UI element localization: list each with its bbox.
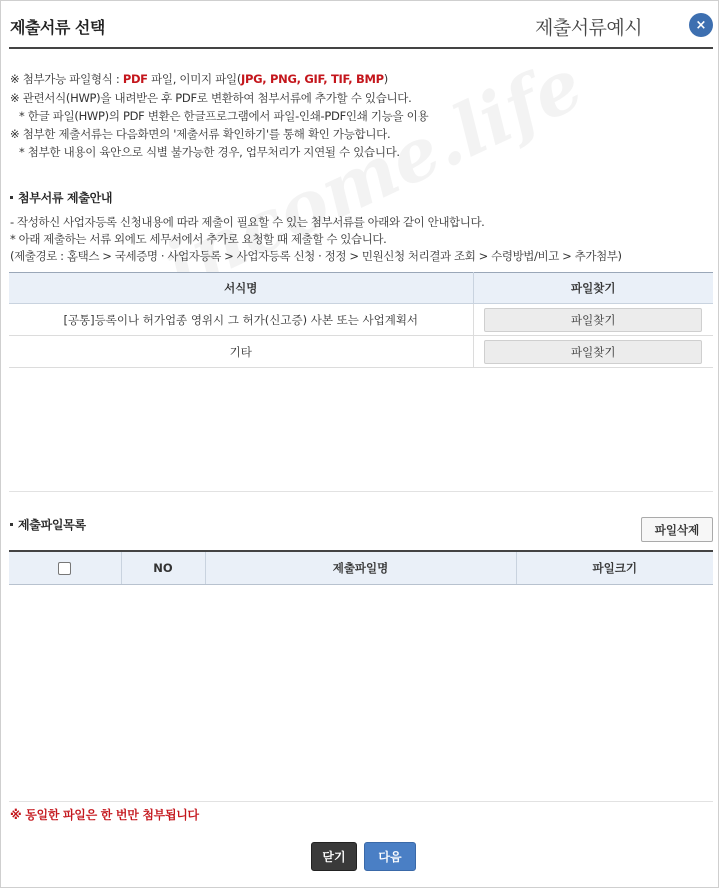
notice-confirm: ※ 첨부한 제출서류는 다음화면의 '제출서류 확인하기'를 통해 확인 가능합니다. — [10, 127, 391, 141]
select-all-checkbox[interactable] — [58, 562, 71, 575]
form-table-header — [9, 273, 713, 304]
form-table — [9, 272, 713, 368]
guide-heading-label: 첨부서류 제출안내 — [18, 191, 113, 205]
col-file-size: 파일크기 — [516, 551, 713, 584]
table-row — [9, 304, 713, 336]
guide-line-3: (제출경로 : 홈택스 > 국세증명 · 사업자등록 > 사업자등록 신청 · 정정 > 민원신청 처리결과 조회 > 수령방법/비고 > 추가첨부) — [10, 249, 622, 263]
notice-delay: * 첨부한 내용이 육안으로 식별 불가능한 경우, 업무처리가 지연될 수 있습니다. — [19, 145, 400, 159]
col-select — [9, 551, 121, 584]
col-no: NO — [121, 551, 205, 584]
notice-hwp-convert: ※ 관련서식(HWP)을 내려받은 후 PDF로 변환하여 첨부서류에 추가할 수 있습니다. — [10, 91, 412, 105]
footer-divider — [9, 801, 713, 802]
find-file-button[interactable]: 파일찾기 — [484, 308, 702, 332]
file-list-heading — [10, 516, 86, 533]
guide-heading — [10, 189, 112, 206]
table-row — [9, 336, 713, 368]
duplicate-warning: ※ 동일한 파일은 한 번만 첨부됩니다 — [10, 808, 199, 822]
file-list-table — [9, 550, 713, 585]
delete-file-button[interactable]: 파일삭제 — [641, 517, 713, 542]
guide-line-1: - 작성하신 사업자등록 신청내용에 따라 제출이 필요할 수 있는 첨부서류를 아래와 같이 안내합니다. — [10, 215, 485, 229]
bullet-icon — [10, 196, 13, 199]
header-divider — [9, 47, 713, 49]
notice-file-types — [10, 71, 388, 87]
file-table-header — [9, 551, 713, 584]
form-name-cell: [공통]등록이나 허가업종 영위시 그 허가(신고증) 사본 또는 사업계획서 — [9, 304, 473, 336]
close-icon: × — [695, 17, 707, 33]
notice-hwp-howto: * 한글 파일(HWP)의 PDF 변환은 한글프로그램에서 파일-인쇄-PDF인쇄 기능을 이용 — [19, 109, 429, 123]
notice-image-types: JPG, PNG, GIF, TIF, BMP — [241, 72, 384, 86]
close-button[interactable] — [689, 13, 713, 37]
bullet-icon — [10, 523, 13, 526]
find-file-button[interactable]: 파일찾기 — [484, 340, 702, 364]
notice-image-label: 파일, 이미지 파일( — [147, 72, 242, 86]
find-cell — [473, 304, 713, 336]
col-file-name: 제출파일명 — [205, 551, 516, 584]
close-dialog-button[interactable]: 닫기 — [311, 842, 357, 871]
file-list-heading-label: 제출파일목록 — [18, 518, 86, 532]
section-divider — [9, 491, 713, 492]
next-button[interactable]: 다음 — [364, 842, 416, 871]
notice-file-types-label: ※ 첨부가능 파일형식 : — [10, 72, 123, 86]
col-find-file: 파일찾기 — [473, 273, 713, 304]
notice-close-paren: ) — [383, 72, 388, 86]
document-example-link[interactable]: 제출서류예시 — [535, 17, 643, 39]
col-form-name: 서식명 — [9, 273, 473, 304]
guide-line-2: * 아래 제출하는 서류 외에도 세무서에서 추가로 요청할 때 제출할 수 있습니다. — [10, 232, 387, 246]
notice-pdf: PDF — [122, 72, 148, 86]
dialog-title: 제출서류 선택 — [10, 18, 105, 37]
find-cell — [473, 336, 713, 368]
form-name-cell: 기타 — [9, 336, 473, 368]
